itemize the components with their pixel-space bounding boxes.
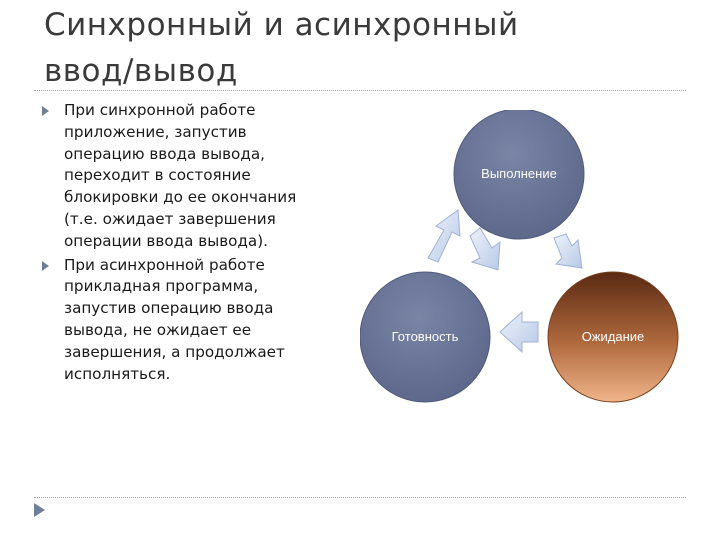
node-waiting [548, 272, 678, 402]
node-ready-label: Готовность [391, 329, 459, 344]
arrow-ready-to-execution-icon [428, 210, 460, 262]
slide-title [44, 2, 644, 94]
bullet-arrow-icon [42, 261, 49, 271]
bullet-arrow-icon [42, 106, 49, 116]
arrow-execution-to-waiting-icon [554, 234, 582, 268]
title-line-1: Синхронный и асинхронный [44, 7, 519, 43]
bullet-sync-text: При синхронной работе приложение, запустив операцию ввода вывода, переходит в состояние блокировки до ее окончания (т.е. ожидает завершения операции ввода вывода). [64, 101, 297, 250]
footer-divider [34, 497, 686, 498]
node-execution [454, 110, 584, 239]
title-line-2: ввод/вывод [44, 53, 238, 89]
process-states-diagram [360, 110, 690, 410]
title-divider [34, 90, 686, 91]
node-execution-label: Выполнение [481, 166, 557, 181]
next-slide-icon[interactable] [34, 503, 45, 517]
bullet-sync [40, 100, 330, 253]
arrow-waiting-to-ready-icon [500, 312, 538, 352]
bullet-async-text: При асинхронной работе прикладная программа, запустив операцию ввода вывода, не ожидает ее завершения, а продолжает исполняться. [64, 255, 285, 383]
bullet-list [40, 100, 330, 385]
node-waiting-label: Ожидание [581, 329, 645, 344]
bullet-async [40, 255, 330, 386]
node-ready [360, 272, 490, 402]
